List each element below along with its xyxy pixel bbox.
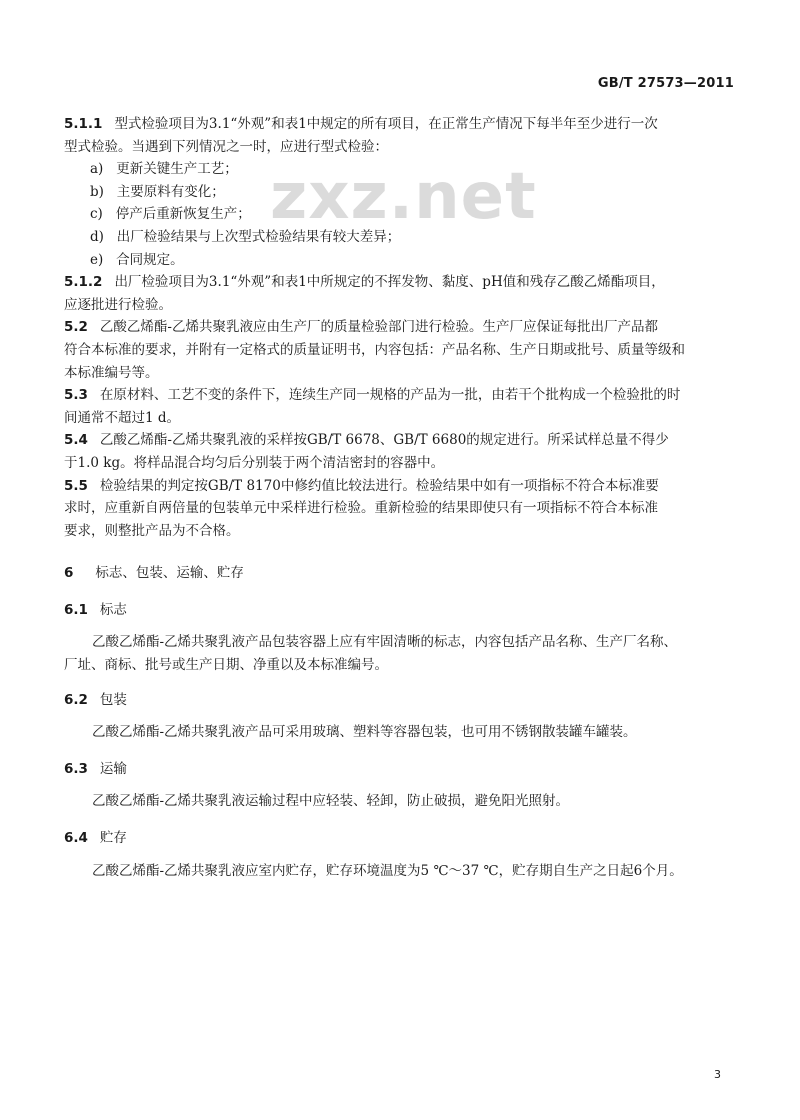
clause-6-4-heading (64, 827, 740, 850)
clause-number: 6.1 (64, 601, 88, 618)
clause-6-2-heading (64, 689, 740, 712)
clause-title: 标志 (99, 601, 127, 618)
clause-number: 5.3 (64, 387, 88, 404)
standard-code: GB/T 27573—2011 (597, 76, 734, 91)
list-item: d) 出厂检验结果与上次型式检验结果有较大差异； (90, 228, 401, 245)
clause-number: 6.4 (64, 830, 88, 847)
clause-5-2-line-1 (64, 316, 740, 339)
clause-number: 5.1.1 (64, 116, 103, 132)
clause-title: 包装 (99, 691, 127, 708)
clause-5-1-2-line-1 (64, 271, 740, 294)
clause-text: 检验结果的判定按GB/T 8170中修约值比较法进行。检验结果中如有一项指标不符合本标准要 (99, 477, 659, 494)
clause-6-4-line-1: 乙酸乙烯酯-乙烯共聚乳液应室内贮存，贮存环境温度为5 ℃～37 ℃，贮存期自生产之日起6个月。 (92, 862, 683, 879)
clause-text: 在原材料、工艺不变的条件下，连续生产同一规格的产品为一批，由若干个批构成一个检验批的时 (99, 387, 681, 404)
clause-5-4-line-2: 于1.0 kg。将样品混合均匀后分别装于两个清洁密封的容器中。 (64, 454, 445, 471)
clause-5-1-2-line-2: 应逐批进行检验。 (64, 296, 172, 313)
clause-text: 乙酸乙烯酯-乙烯共聚乳液应由生产厂的质量检验部门进行检验。生产厂应保证每批出厂产品都 (99, 319, 658, 336)
watermark: zxz.net (270, 160, 537, 234)
clause-6-3-heading (64, 758, 740, 781)
clause-title: 贮存 (99, 830, 127, 847)
clause-text: 型式检验项目为3.1“外观”和表1中规定的所有项目，在正常生产情况下每半年至少进行一次 (114, 116, 658, 132)
clause-5-1-1-line-1 (64, 113, 740, 136)
clause-6-1-heading (64, 599, 740, 622)
clause-6-1-line-1: 乙酸乙烯酯-乙烯共聚乳液产品包装容器上应有牢固清晰的标志，内容包括产品名称、生产厂名称、 (92, 634, 678, 651)
clause-5-5-line-2: 求时，应重新自两倍量的包装单元中采样进行检验。重新检验的结果即使只有一项指标不符合本标准 (64, 500, 658, 517)
list-item: e) 合同规定。 (90, 251, 184, 268)
clause-number: 5.5 (64, 477, 88, 494)
clause-text: 出厂检验项目为3.1“外观”和表1中所规定的不挥发物、黏度、pH值和残存乙酸乙烯酯项目， (114, 274, 665, 291)
clause-5-2-line-3: 本标准编号等。 (64, 364, 159, 381)
section-6-heading (64, 562, 740, 585)
clause-number: 5.1.2 (64, 274, 103, 291)
page-content (64, 113, 740, 882)
clause-5-1-1-line-2: 型式检验。当遇到下列情况之一时，应进行型式检验： (64, 138, 388, 155)
list-item: c) 停产后重新恢复生产； (90, 206, 251, 223)
clause-5-2-line-2: 符合本标准的要求，并附有一定格式的质量证明书，内容包括：产品名称、生产日期或批号、质量等级和 (64, 341, 685, 358)
clause-number: 6.2 (64, 691, 88, 708)
clause-5-3-line-1 (64, 384, 740, 407)
clause-6-1-line-2: 厂址、商标、批号或生产日期、净重以及本标准编号。 (64, 657, 388, 674)
list-item: a) 更新关键生产工艺； (90, 161, 238, 178)
clause-text: 乙酸乙烯酯-乙烯共聚乳液的采样按GB/T 6678、GB/T 6680的规定进行。所采试样总量不得少 (99, 432, 669, 449)
page-number: 3 (714, 1068, 721, 1081)
clause-5-5-line-3: 要求，则整批产品为不合格。 (64, 522, 240, 539)
clause-title: 运输 (99, 760, 127, 777)
clause-6-3-line-1: 乙酸乙烯酯-乙烯共聚乳液运输过程中应轻装、轻卸，防止破损，避免阳光照射。 (92, 793, 570, 810)
clause-6-2-line-1: 乙酸乙烯酯-乙烯共聚乳液产品可采用玻璃、塑料等容器包装，也可用不锈钢散装罐车罐装。 (92, 724, 637, 741)
clause-5-5-line-1 (64, 475, 740, 498)
list-item: b) 主要原料有变化； (90, 183, 225, 200)
clause-number: 5.4 (64, 432, 88, 449)
clause-number: 5.2 (64, 319, 88, 336)
clause-5-3-line-2: 间通常不超过1 d。 (64, 409, 181, 426)
clause-number: 6.3 (64, 760, 88, 777)
clause-5-4-line-1 (64, 429, 740, 452)
section-number: 6 (64, 565, 74, 582)
section-title: 标志、包装、运输、贮存 (95, 565, 244, 582)
